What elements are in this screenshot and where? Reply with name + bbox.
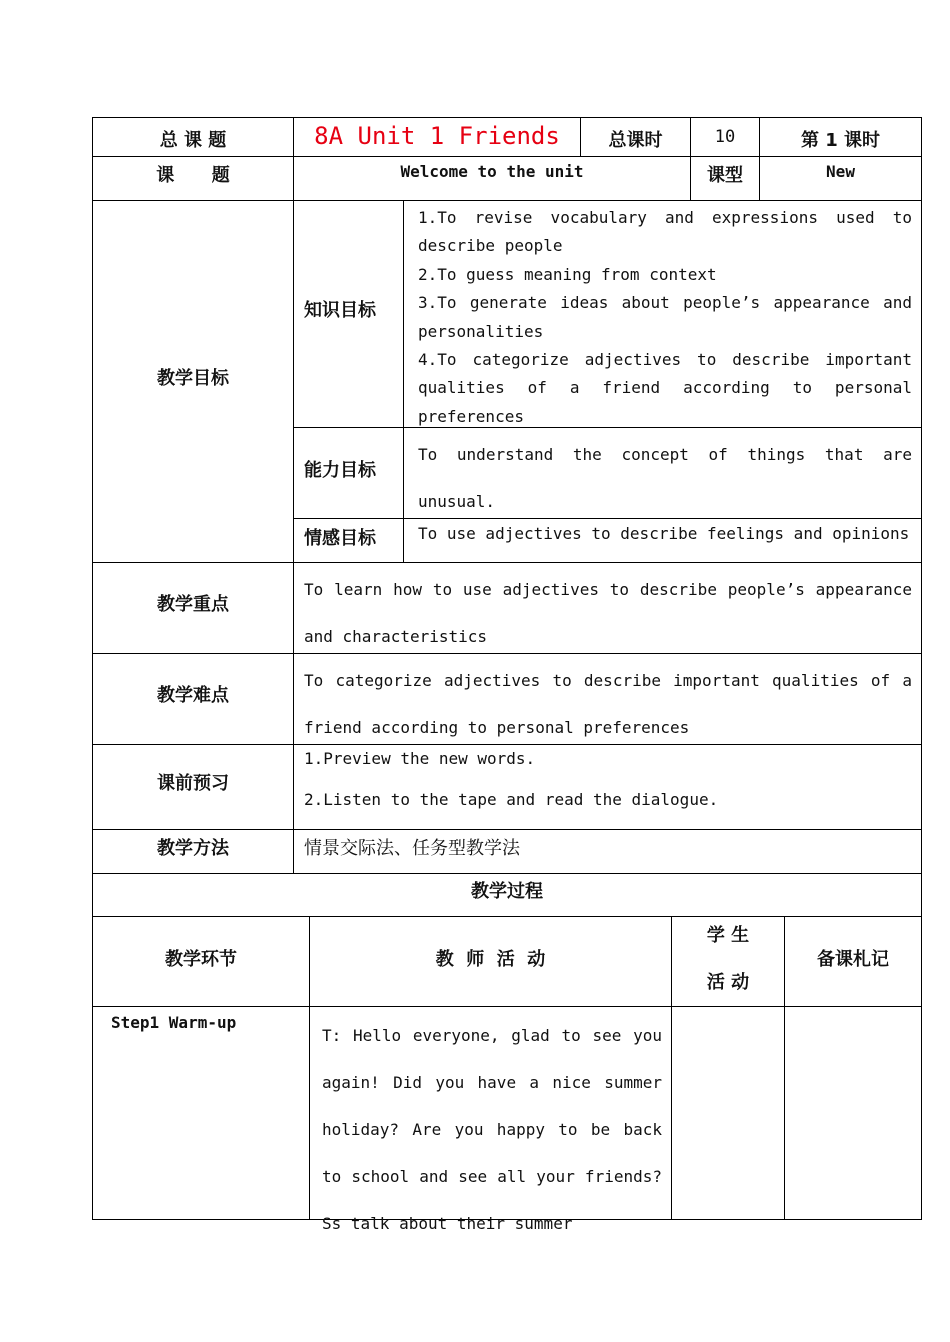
difficulties-text: To categorize adjectives to describe important qualities of a friend according to personal preferences — [304, 671, 912, 737]
preview-item: 1.Preview the new words. — [304, 749, 536, 768]
knowledge-item: 4.To categorize adjectives to describe important qualities of a friend according to personal preferences — [418, 350, 912, 426]
methods-text: 情景交际法、任务型教学法 — [304, 838, 520, 859]
ability-label: 能力目标 — [304, 460, 376, 481]
emotion-text: To use adjectives to describe feelings and opinions — [418, 524, 910, 543]
session-label: 第 1 课时 — [800, 130, 881, 151]
methods-label: 教学方法 — [157, 838, 229, 859]
knowledge-list — [418, 204, 912, 431]
difficulties-label: 教学难点 — [157, 685, 229, 706]
preview-label: 课前预习 — [157, 773, 229, 794]
col-student-header-line1: 学 生 — [706, 925, 750, 946]
topic-value: Welcome to the unit — [400, 162, 584, 181]
key-points-text: To learn how to use adjectives to describe people’s appearance and characteristics — [304, 580, 912, 646]
total-topic-label: 总 课 题 — [159, 130, 227, 151]
type-label: 课型 — [707, 165, 743, 186]
step1-teacher-text: T: Hello everyone, glad to see you again! Did you have a nice summer holiday? Are you happy to be back to school and see all your friends? Ss talk about their summer — [322, 1026, 662, 1233]
ability-text: To understand the concept of things that are unusual. — [418, 445, 912, 511]
emotion-label: 情感目标 — [304, 528, 376, 549]
knowledge-label: 知识目标 — [304, 300, 376, 321]
preview-item: 2.Listen to the tape and read the dialogue. — [304, 790, 719, 809]
col-notes-header: 备课札记 — [817, 949, 889, 970]
knowledge-item: 1.To revise vocabulary and expressions used to describe people — [418, 208, 912, 256]
key-points-label: 教学重点 — [157, 594, 229, 615]
objectives-label: 教学目标 — [157, 368, 229, 389]
col-teacher-header: 教 师 活 动 — [435, 949, 546, 970]
unit-title: 8A Unit 1 Friends — [314, 122, 560, 150]
step1-label: Step1 Warm-up — [111, 1013, 237, 1032]
col-stage-header: 教学环节 — [165, 949, 237, 970]
total-hours-label: 总课时 — [608, 130, 663, 151]
col-student-header-line2: 活 动 — [706, 972, 750, 993]
total-hours-value: 10 — [714, 127, 736, 147]
type-value: New — [826, 162, 855, 181]
process-title: 教学过程 — [471, 881, 543, 902]
knowledge-item: 2.To guess meaning from context — [418, 264, 717, 284]
knowledge-item: 3.To generate ideas about people’s appearance and personalities — [418, 293, 912, 341]
topic-label: 课 题 — [156, 165, 230, 186]
